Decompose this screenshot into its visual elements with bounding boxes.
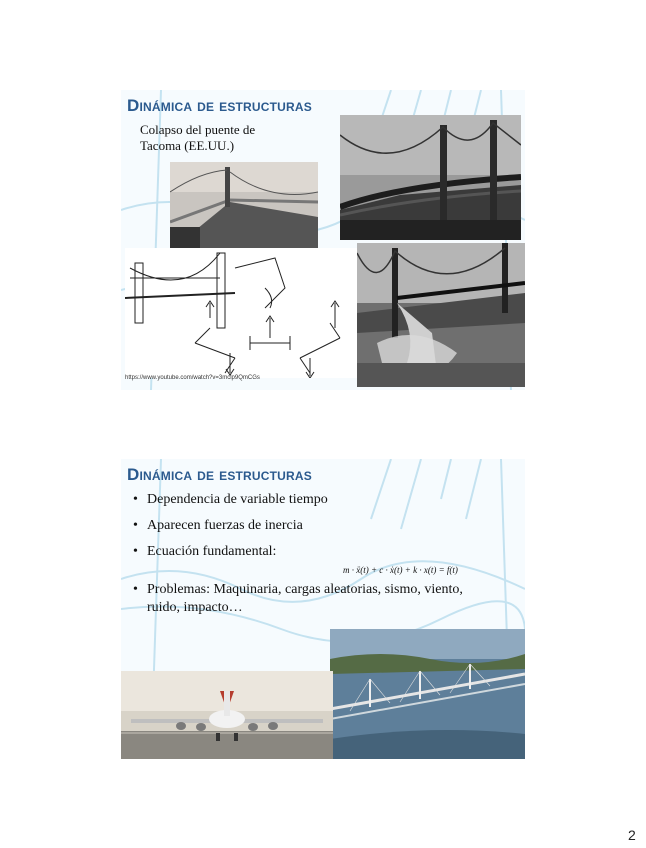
slide-1 xyxy=(121,90,525,390)
slide-title: Dinámica de estructuras xyxy=(127,465,312,484)
bullet-item: • Ecuación fundamental: xyxy=(131,543,497,561)
tacoma-bridge-roadway-photo xyxy=(170,162,318,251)
page-number: 2 xyxy=(628,827,636,843)
slide-title: Dinámica de estructuras xyxy=(127,96,312,115)
bullet-list xyxy=(131,491,497,625)
caption-line-1: Colapso del puente de xyxy=(140,122,256,137)
bullet-item: • Aparecen fuerzas de inercia xyxy=(131,517,497,535)
video-source-link[interactable]: https://www.youtube.com/watch?v=3mclp9QmCGs xyxy=(125,375,260,381)
bullet-item: • Dependencia de variable tiempo xyxy=(131,491,497,509)
cable-stayed-bridge-aerial-photo xyxy=(330,629,525,759)
tacoma-bridge-collapse-photo xyxy=(357,243,525,387)
equation-of-motion: m · ẍ(t) + c · ẋ(t) + k · x(t) = f(t) xyxy=(343,565,458,575)
airplane-on-runway-photo xyxy=(121,671,333,759)
slide-caption xyxy=(140,122,255,154)
slide-2 xyxy=(121,459,525,759)
bullet-item: • Problemas: Maquinaria, cargas aleatorias, sismo, viento, ruido, impacto… xyxy=(131,581,497,617)
bridge-torsion-diagram xyxy=(125,248,357,378)
tacoma-bridge-twisting-photo xyxy=(340,115,521,240)
caption-line-2: Tacoma (EE.UU.) xyxy=(140,138,235,153)
